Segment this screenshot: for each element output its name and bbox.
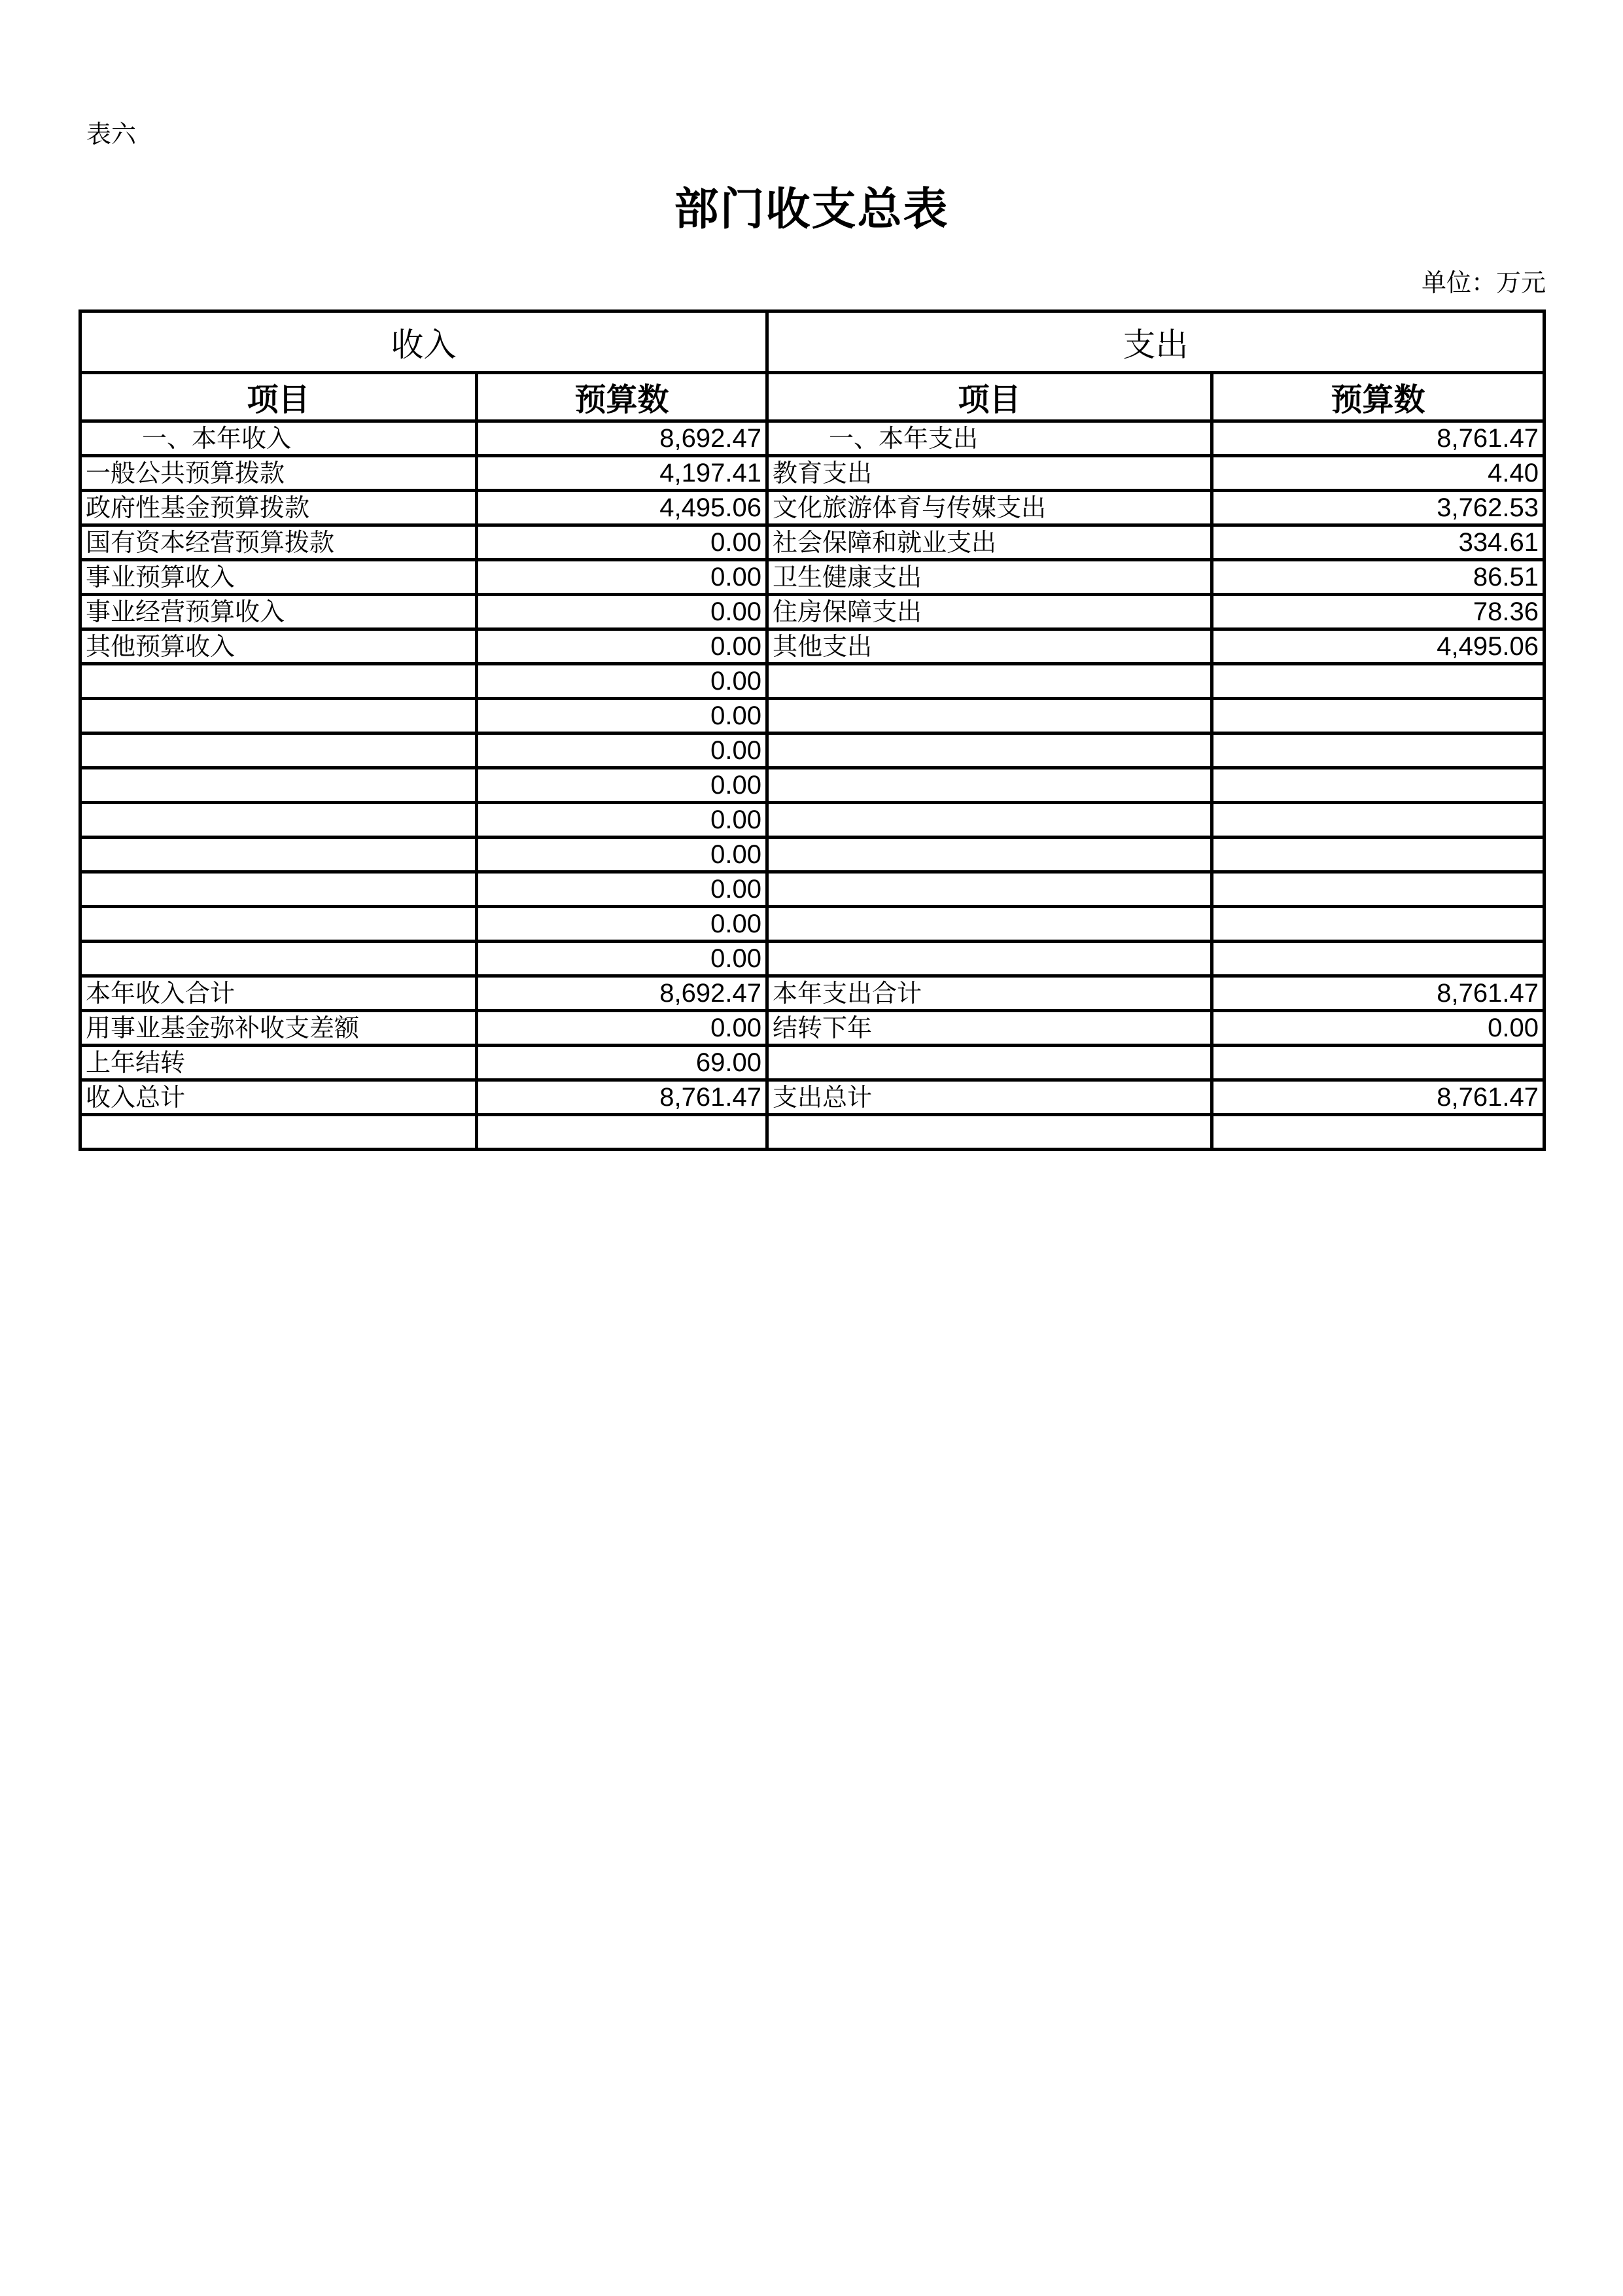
expense-amount-cell: 3,762.53 [1212,491,1544,525]
expense-item-cell: 文化旅游体育与传媒支出 [767,491,1212,525]
income-amount-cell [477,1115,767,1150]
income-amount-column-header: 预算数 [477,373,767,421]
table-row [80,838,1544,872]
expense-amount-cell [1212,872,1544,907]
income-item-cell: 本年收入合计 [80,976,477,1011]
expense-amount-cell: 8,761.47 [1212,421,1544,456]
expense-item-cell: 一、本年支出 [767,421,1212,456]
expense-amount-cell [1212,1115,1544,1150]
income-item-cell: 政府性基金预算拨款 [80,491,477,525]
expense-amount-cell [1212,907,1544,942]
income-item-cell [80,768,477,803]
expense-item-cell: 支出总计 [767,1080,1212,1115]
income-amount-cell: 0.00 [477,1011,767,1046]
expense-item-cell [767,699,1212,733]
expense-item-cell: 结转下年 [767,1011,1212,1046]
expense-item-cell [767,872,1212,907]
table-number-label: 表六 [86,120,137,149]
income-item-cell: 国有资本经营预算拨款 [80,525,477,560]
budget-summary-table [79,309,1546,1151]
expense-item-cell [767,1115,1212,1150]
expense-item-cell [767,907,1212,942]
income-item-column-header: 项目 [80,373,477,421]
income-item-cell [80,803,477,838]
table-row [80,1046,1544,1080]
table-row [80,421,1544,456]
table-row [80,699,1544,733]
income-amount-cell: 0.00 [477,803,767,838]
column-header-row [80,373,1544,421]
expense-item-cell [767,803,1212,838]
expense-item-cell: 本年支出合计 [767,976,1212,1011]
expense-item-cell [767,838,1212,872]
expense-amount-column-header: 预算数 [1212,373,1544,421]
income-item-cell [80,733,477,768]
expense-item-cell [767,942,1212,976]
expense-amount-cell: 86.51 [1212,560,1544,595]
table-row [80,456,1544,491]
expense-item-cell: 住房保障支出 [767,595,1212,629]
table-row [80,525,1544,560]
income-amount-cell: 0.00 [477,629,767,664]
table-row [80,942,1544,976]
expense-amount-cell [1212,699,1544,733]
income-item-cell [80,942,477,976]
section-header-row [80,311,1544,373]
income-item-cell [80,699,477,733]
expense-section-header: 支出 [767,311,1544,373]
income-amount-cell: 69.00 [477,1046,767,1080]
expense-amount-cell [1212,733,1544,768]
income-amount-cell: 8,761.47 [477,1080,767,1115]
expense-amount-cell [1212,803,1544,838]
expense-item-column-header: 项目 [767,373,1212,421]
income-item-cell: 一般公共预算拨款 [80,456,477,491]
income-amount-cell: 8,692.47 [477,421,767,456]
page-title: 部门收支总表 [674,183,949,236]
income-item-cell: 上年结转 [80,1046,477,1080]
income-amount-cell: 0.00 [477,872,767,907]
income-item-cell: 收入总计 [80,1080,477,1115]
income-amount-cell: 0.00 [477,560,767,595]
income-section-header: 收入 [80,311,767,373]
expense-item-cell: 社会保障和就业支出 [767,525,1212,560]
income-amount-cell: 0.00 [477,733,767,768]
income-amount-cell: 4,495.06 [477,491,767,525]
expense-amount-cell: 4,495.06 [1212,629,1544,664]
table-row [80,595,1544,629]
expense-amount-cell [1212,838,1544,872]
income-item-cell [80,1115,477,1150]
table-row [80,733,1544,768]
income-amount-cell: 0.00 [477,838,767,872]
unit-label: 单位：万元 [1421,268,1546,297]
table-row-grand-total [80,1080,1544,1115]
expense-item-cell [767,1046,1212,1080]
expense-amount-cell [1212,1046,1544,1080]
income-item-cell [80,872,477,907]
income-amount-cell: 0.00 [477,525,767,560]
income-item-cell: 一、本年收入 [80,421,477,456]
expense-amount-cell: 4.40 [1212,456,1544,491]
table-row [80,1011,1544,1046]
expense-amount-cell: 78.36 [1212,595,1544,629]
expense-amount-cell: 334.61 [1212,525,1544,560]
income-amount-cell: 8,692.47 [477,976,767,1011]
expense-item-cell: 其他支出 [767,629,1212,664]
income-item-cell [80,838,477,872]
expense-amount-cell [1212,664,1544,699]
expense-amount-cell: 0.00 [1212,1011,1544,1046]
income-item-cell [80,907,477,942]
income-amount-cell: 0.00 [477,942,767,976]
table-row [80,872,1544,907]
income-item-cell: 其他预算收入 [80,629,477,664]
table-row [80,629,1544,664]
income-item-cell: 用事业基金弥补收支差额 [80,1011,477,1046]
income-amount-cell: 4,197.41 [477,456,767,491]
expense-amount-cell [1212,768,1544,803]
income-item-cell: 事业预算收入 [80,560,477,595]
expense-item-cell: 教育支出 [767,456,1212,491]
table-row [80,664,1544,699]
table-row [80,491,1544,525]
table-row-empty [80,1115,1544,1150]
income-amount-cell: 0.00 [477,699,767,733]
expense-item-cell [767,733,1212,768]
income-amount-cell: 0.00 [477,768,767,803]
income-item-cell [80,664,477,699]
income-amount-cell: 0.00 [477,595,767,629]
income-amount-cell: 0.00 [477,907,767,942]
expense-item-cell [767,768,1212,803]
table-row [80,768,1544,803]
table-row-subtotal [80,976,1544,1011]
table-row [80,560,1544,595]
income-item-cell: 事业经营预算收入 [80,595,477,629]
expense-amount-cell: 8,761.47 [1212,1080,1544,1115]
table-row [80,907,1544,942]
income-amount-cell: 0.00 [477,664,767,699]
table-row [80,803,1544,838]
expense-amount-cell: 8,761.47 [1212,976,1544,1011]
expense-item-cell [767,664,1212,699]
expense-item-cell: 卫生健康支出 [767,560,1212,595]
table-body [80,421,1544,1150]
expense-amount-cell [1212,942,1544,976]
